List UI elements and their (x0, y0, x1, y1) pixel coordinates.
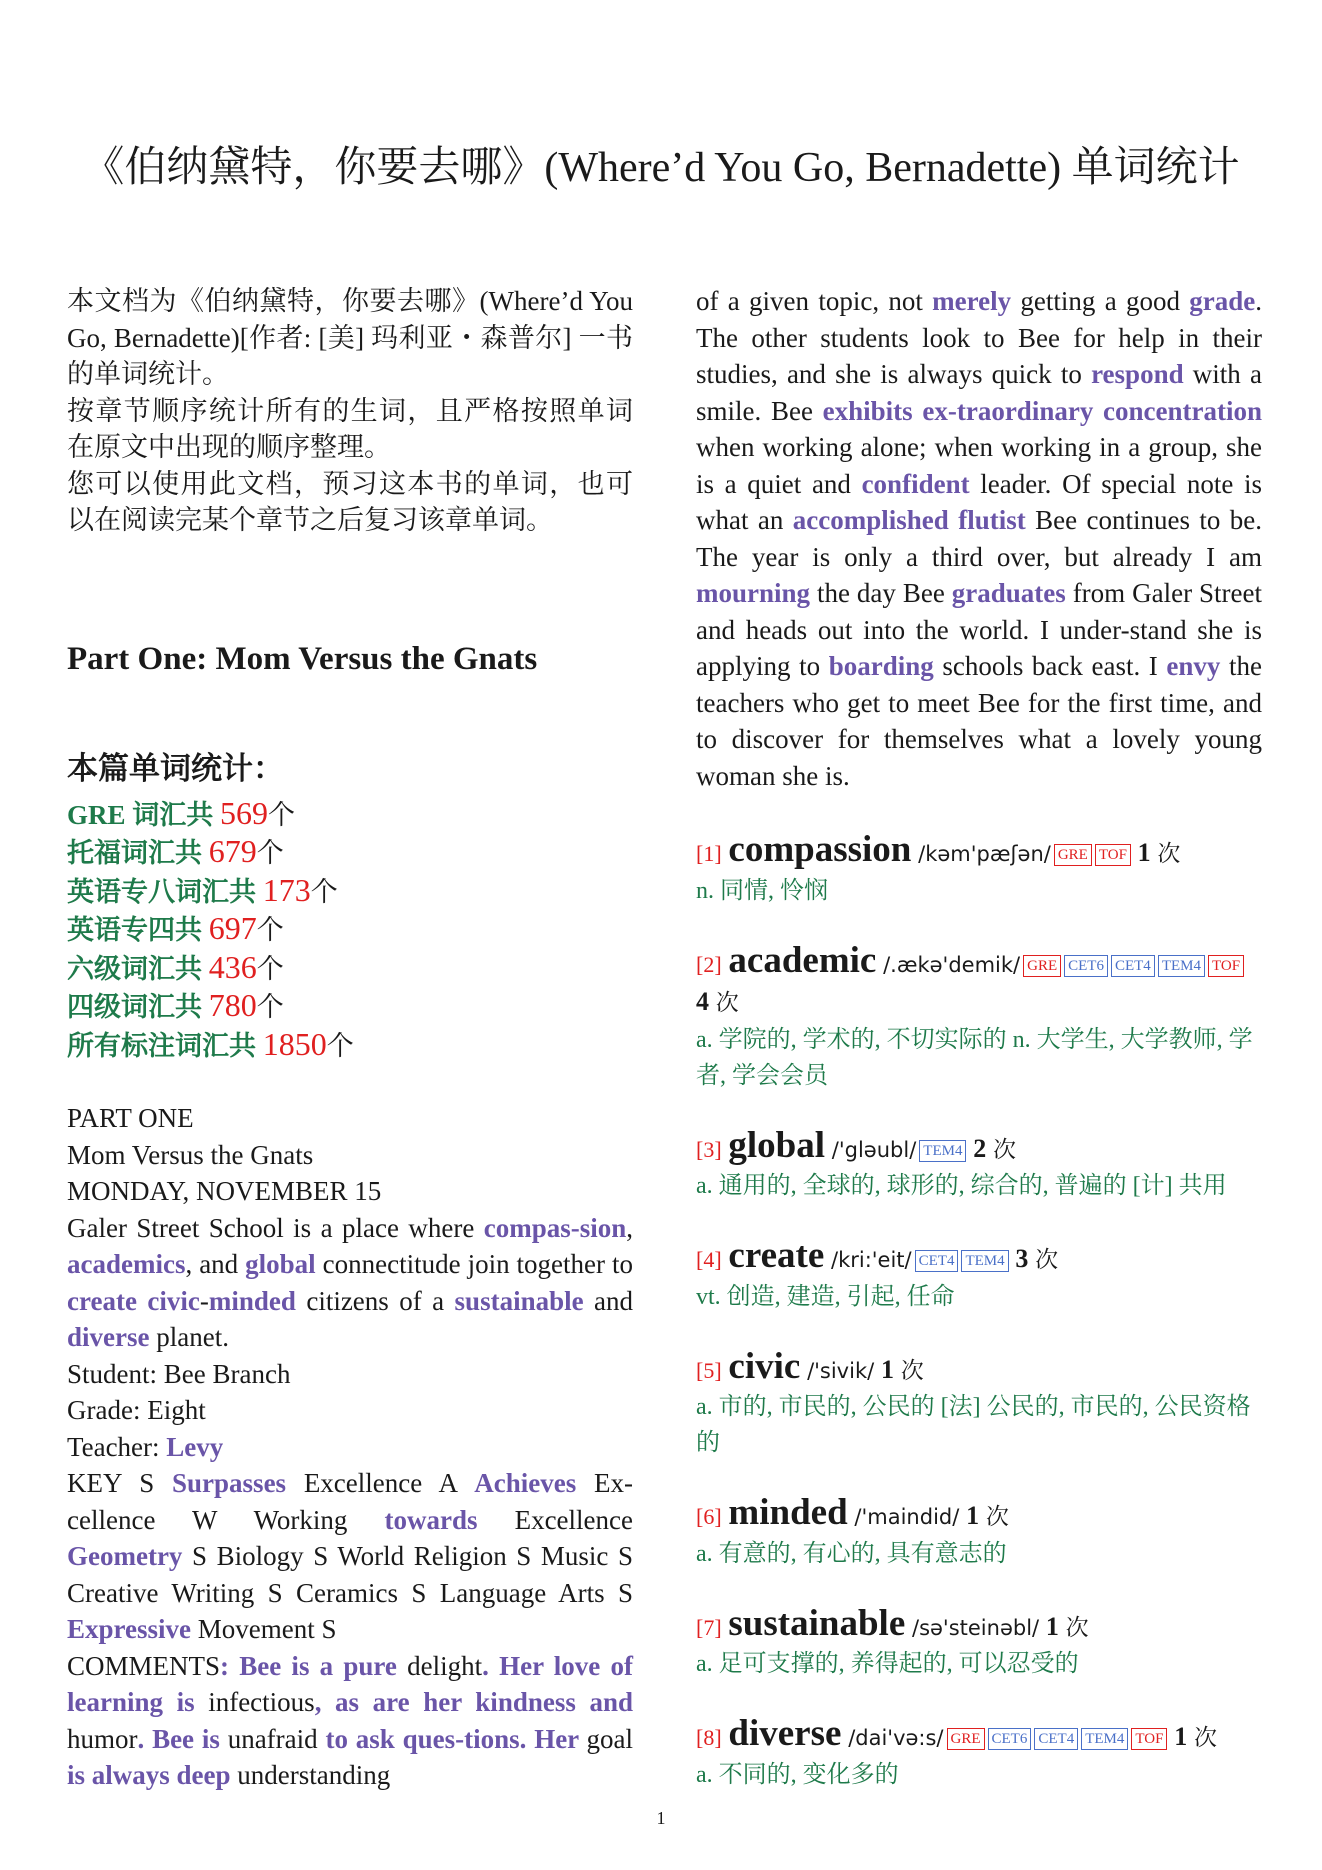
keyword: diverse (67, 1322, 150, 1352)
keyword: respond (1091, 359, 1184, 389)
keyword: Achieves (474, 1468, 577, 1498)
entry-count-unit: 次 (1157, 841, 1181, 866)
entry-definition: vt. 创造, 建造, 引起, 任命 (696, 1283, 955, 1310)
entry-definition: a. 足可支撑的, 养得起的, 可以忍受的 (696, 1651, 1079, 1677)
stat-label: 六级词汇共 (67, 953, 209, 984)
passage-text: , and (185, 1249, 246, 1279)
stat-label: 所有标注词汇共 (67, 1030, 263, 1061)
stat-label: 英语专八词汇共 (67, 876, 263, 907)
passage-text: Bee continues to be. The year is only a third over, but already I am (696, 505, 1263, 572)
keyword: compas-sion (483, 1212, 627, 1243)
passage-text: unafraid (227, 1723, 318, 1754)
keyword: . Her love of learning is (67, 1650, 633, 1717)
keyword: Levy (166, 1431, 224, 1462)
entry-definition: a. 市的, 市民的, 公民的 [法] 公民的, 市民的, 公民资格的 (696, 1394, 1251, 1456)
vocab-entry (696, 939, 1262, 1094)
passage-text: Galer Street School is a place where (67, 1212, 484, 1243)
intro-section (67, 283, 633, 539)
stat-count: 173 (262, 871, 311, 908)
keyword: merely (932, 286, 1012, 316)
passage-text: from Galer Street and heads out into the world. I under-stand she is applying to (696, 578, 1262, 681)
passage-text: understanding (237, 1760, 391, 1790)
exam-tag: GRE (1023, 955, 1061, 977)
entry-definition: a. 不同的, 变化多的 (696, 1761, 899, 1788)
entry-count-unit: 次 (900, 1357, 924, 1383)
keyword: minded (208, 1285, 296, 1316)
exam-tag: CET6 (988, 1728, 1032, 1750)
entry-index: [1] (696, 841, 722, 866)
keyword: , as are her kindness and (314, 1687, 633, 1717)
passage-text: , (626, 1212, 633, 1243)
part-heading: Part One: Mom Versus the Gnats (67, 640, 538, 677)
vocab-entry-head (696, 1235, 1262, 1279)
vocab-entry-head (696, 1713, 1262, 1757)
passage-text: the day Bee (810, 578, 952, 608)
keyword: ex-traordinary (922, 395, 1094, 426)
keyword: : Bee is a pure (220, 1650, 408, 1681)
passage (696, 283, 1262, 794)
passage-text (1093, 396, 1103, 426)
keyword: . Bee is (137, 1723, 228, 1754)
text-line: MONDAY, NOVEMBER 15 (67, 1176, 382, 1206)
passage-text (949, 505, 958, 535)
stat-tem8 (67, 872, 633, 911)
stat-label: 英语专四共 (67, 915, 209, 945)
passage-text: KEY S (67, 1468, 173, 1498)
passage-text: Ex-cellence W Working (67, 1468, 633, 1535)
stat-unit: 个 (310, 876, 338, 907)
text-line: Student: Bee Branch (67, 1358, 291, 1389)
stat-unit: 个 (268, 799, 296, 830)
stats-heading: 本篇单词统计： (67, 750, 284, 786)
stat-toefl (67, 833, 633, 872)
passage-text: planet. (149, 1322, 229, 1352)
keyword: accomplished (792, 505, 949, 535)
entry-phonetic: /'sivik/ (807, 1358, 875, 1383)
passage-text: . The other students look to Bee for help in their studies, and she is always quick to (696, 286, 1262, 389)
text-line: Mom Versus the Gnats (67, 1139, 314, 1170)
entry-index: [7] (696, 1614, 722, 1640)
stat-count: 1850 (262, 1025, 327, 1062)
intro-paragraph: 本文档为《伯纳黛特，你要去哪》(Where’d You Go, Bernadette)[作者: [美] 玛利亚・森普尔] 一书的单词统计。 (67, 286, 633, 389)
exam-tag: TOF (1131, 1728, 1167, 1750)
passage-text: goal (586, 1723, 633, 1754)
passage (67, 1210, 633, 1356)
keyword: Expressive (67, 1614, 192, 1644)
text-line (67, 1429, 633, 1466)
entry-phonetic: /kəm'pæʃən/ (918, 842, 1051, 866)
entry-count: 1 (966, 1501, 980, 1530)
exam-tag: CET4 (915, 1250, 959, 1272)
passage-text: S Biology S World Religion S Music S Creative Writing S Ceramics S Language Arts S (67, 1541, 633, 1608)
entry-word: diverse (728, 1713, 842, 1754)
text-line: Grade: Eight (67, 1395, 206, 1425)
exam-tag: TEM4 (1158, 955, 1205, 977)
passage-text: - (199, 1285, 209, 1316)
vocab-entry (696, 1124, 1262, 1205)
exam-tag: CET6 (1064, 955, 1108, 977)
keyword: confident (861, 468, 970, 499)
stat-cet6 (67, 949, 633, 988)
stat-unit: 个 (256, 992, 284, 1022)
keyword: academics (67, 1249, 186, 1279)
vocab-entry-head (696, 1345, 1262, 1390)
vocab-entry-head (696, 939, 1262, 1022)
passage-text: Excellence (477, 1504, 633, 1535)
exam-tag: GRE (1054, 844, 1092, 866)
keyword: envy (1166, 651, 1221, 681)
passage-text: COMMENTS (67, 1650, 221, 1681)
entry-phonetic: /'maindid/ (854, 1505, 960, 1529)
stat-count: 436 (208, 948, 257, 985)
entry-count-unit: 次 (715, 990, 739, 1015)
entry-definition: n. 同情, 怜悯 (696, 877, 828, 904)
passage-text: leader. Of special note is what an (696, 468, 1262, 535)
entry-index: [2] (696, 951, 722, 977)
passage-text: of a given topic, not (696, 286, 933, 316)
passage-text: connectitude join together to (315, 1249, 633, 1279)
passage-text: infectious (208, 1687, 315, 1717)
exam-tag: CET4 (1111, 955, 1155, 977)
passage-text: schools back east. I (933, 651, 1167, 681)
stat-label: 托福词汇共 (67, 838, 209, 868)
passage-text: Excellence A (286, 1468, 475, 1498)
stat-count: 697 (208, 910, 257, 946)
vocab-entry (696, 1492, 1262, 1572)
entry-phonetic: /.ækə'demik/ (883, 952, 1021, 977)
right-column (696, 283, 1262, 1793)
passage-text: the teachers who get to meet Bee for the first time, and to discover for themselves what a lovely young woman she is. (696, 651, 1262, 791)
stats-list (67, 795, 633, 1065)
passage-text: humor (67, 1723, 138, 1754)
stat-count: 780 (208, 987, 257, 1023)
keyword: Geometry (67, 1541, 183, 1571)
entry-index: [6] (696, 1504, 722, 1529)
entry-index: [3] (696, 1136, 722, 1162)
entry-count-unit: 次 (1065, 1614, 1089, 1640)
entry-count-unit: 次 (992, 1136, 1016, 1162)
entry-count-unit: 次 (985, 1504, 1009, 1529)
keyword: global (245, 1249, 316, 1279)
passage-text (137, 1286, 147, 1316)
stat-label: 四级词汇共 (67, 992, 209, 1022)
passage-text: Movement S (191, 1614, 337, 1644)
keyword: to ask ques-tions. Her (317, 1723, 587, 1754)
entry-word: civic (728, 1345, 801, 1387)
keyword: grade (1189, 286, 1256, 316)
passage (67, 1465, 633, 1648)
keyword: civic (147, 1285, 200, 1316)
entry-count-unit: 次 (1193, 1725, 1217, 1750)
keyword: mourning (696, 578, 811, 608)
keyword: create (67, 1285, 137, 1316)
passage-text: delight (407, 1650, 483, 1681)
text-line: PART ONE (67, 1103, 194, 1133)
exam-tag: TEM4 (961, 1250, 1008, 1272)
entry-word: global (728, 1124, 826, 1166)
keyword: graduates (951, 578, 1066, 608)
keyword: towards (384, 1504, 478, 1535)
entry-index: [8] (696, 1725, 722, 1750)
intro-paragraph: 您可以使用此文档，预习这本书的单词，也可以在阅读完某个章节之后复习该章单词。 (67, 468, 633, 535)
document-title: 《伯纳黛特，你要去哪》(Where’d You Go, Bernadette) 单词统计 (82, 145, 1240, 191)
entry-word: compassion (728, 829, 912, 870)
entry-count: 2 (973, 1133, 987, 1163)
entry-count: 1 (1045, 1611, 1059, 1641)
passage-text: with a smile. Bee (696, 359, 1262, 426)
vocab-entry (696, 1602, 1262, 1683)
entry-definition: a. 通用的, 全球的, 球形的, 综合的, 普遍的 [计] 共用 (696, 1173, 1227, 1199)
exam-tag: CET4 (1034, 1728, 1078, 1750)
entry-index: [5] (696, 1357, 722, 1383)
stat-label: GRE 词汇共 (67, 799, 221, 830)
exam-tag: TEM4 (919, 1140, 966, 1162)
stat-tem4 (67, 910, 633, 949)
entry-word: minded (728, 1492, 848, 1533)
stat-unit: 个 (326, 1030, 354, 1061)
stat-unit: 个 (256, 915, 284, 945)
keyword: flutist (958, 505, 1026, 535)
entry-word: create (728, 1235, 825, 1276)
vocab-entry (696, 829, 1262, 909)
stat-all (67, 1026, 633, 1065)
vocab-entry (696, 1235, 1262, 1315)
entry-index: [4] (696, 1247, 722, 1272)
keyword: Surpasses (172, 1468, 287, 1498)
passage (67, 1648, 633, 1794)
stat-count: 679 (208, 833, 257, 869)
vocab-entry-head (696, 1492, 1262, 1536)
keyword: concentration (1103, 395, 1262, 426)
exam-tag: GRE (947, 1728, 985, 1750)
stat-cet4 (67, 987, 633, 1026)
book-text (67, 1100, 633, 1794)
entry-count: 4 (696, 987, 709, 1016)
entry-count: 1 (1137, 838, 1151, 867)
passage-text (913, 396, 923, 426)
exam-tag: TOF (1095, 844, 1131, 866)
stat-unit: 个 (256, 838, 284, 868)
exam-tag: TOF (1208, 955, 1244, 977)
keyword: is always deep (67, 1760, 238, 1790)
vocab-entry-head (696, 829, 1262, 873)
entry-word: sustainable (728, 1602, 906, 1644)
entry-definition: a. 学院的, 学术的, 不切实际的 n. 大学生, 大学教师, 学者, 学会会员 (696, 1026, 1253, 1089)
passage-text: getting a good (1011, 286, 1190, 316)
entry-phonetic: /sə'steinəbl/ (912, 1615, 1040, 1640)
entry-count: 3 (1015, 1244, 1029, 1273)
intro-paragraph: 按章节顺序统计所有的生词，且严格按照单词在原文中出现的顺序整理。 (67, 395, 633, 462)
keyword: boarding (828, 651, 934, 681)
passage-text: and (583, 1285, 634, 1316)
page-number: 1 (656, 1808, 666, 1828)
entry-word: academic (728, 939, 877, 981)
left-column (67, 283, 633, 1794)
vocab-entry (696, 1713, 1262, 1793)
entry-phonetic: /dai'və:s/ (848, 1726, 944, 1750)
vocab-entry-head (696, 1124, 1262, 1169)
keyword: exhibits (822, 395, 913, 426)
entry-count: 1 (880, 1354, 894, 1384)
keyword: sustainable (454, 1285, 584, 1316)
vocab-entry-head (696, 1602, 1262, 1647)
vocab-list (696, 829, 1262, 1793)
entry-count-unit: 次 (1035, 1247, 1059, 1272)
stat-unit: 个 (256, 953, 284, 984)
passage-text: citizens of a (295, 1285, 455, 1316)
stat-gre (67, 795, 633, 834)
exam-tag: TEM4 (1081, 1728, 1128, 1750)
entry-phonetic: /kri:'eit/ (831, 1248, 912, 1272)
entry-count: 1 (1174, 1722, 1188, 1751)
entry-phonetic: /'gləubl/ (831, 1137, 917, 1162)
teacher-label: Teacher: (67, 1431, 167, 1462)
vocab-entry (696, 1345, 1262, 1462)
passage-text: when working alone; when working in a group, she is a quiet and (696, 432, 1262, 499)
entry-definition: a. 有意的, 有心的, 具有意志的 (696, 1540, 1007, 1567)
stat-count: 569 (220, 794, 269, 831)
